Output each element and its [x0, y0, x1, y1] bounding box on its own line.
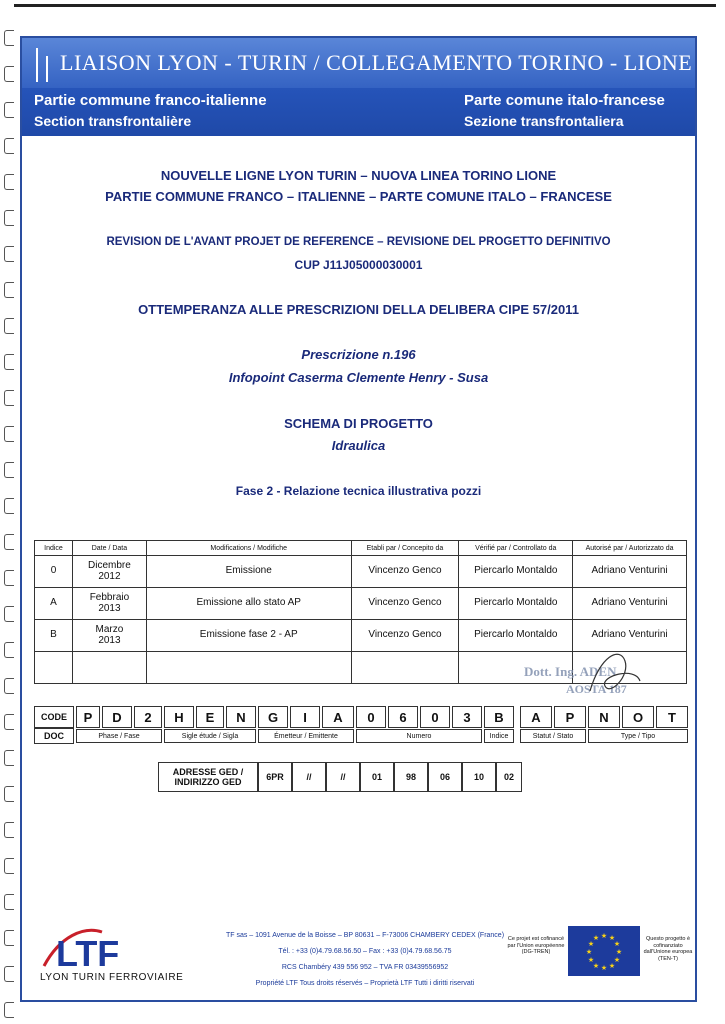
header-cell: Modifications / Modifiche	[146, 541, 351, 556]
verifie-cell: Piercarlo Montaldo	[459, 588, 573, 620]
signature-image	[580, 646, 650, 706]
etabli-cell: Vincenzo Genco	[351, 588, 459, 620]
fase-title: Fase 2 - Relazione tecnica illustrativa pozzi	[235, 484, 482, 498]
code-label: CODE	[34, 706, 74, 728]
svg-text:★: ★	[587, 956, 595, 964]
indice-cell: B	[35, 620, 73, 652]
title-line1: NOUVELLE LIGNE LYON TURIN – NUOVA LINEA TORINO LIONE	[160, 168, 557, 183]
code-char: 0	[356, 706, 386, 728]
code-char: N	[226, 706, 256, 728]
status-char: T	[656, 706, 688, 728]
engineer-stamp-line1: Dott. Ing. ADEN	[524, 664, 617, 679]
indice-label: Indice	[484, 729, 514, 743]
modification-cell: Emissione fase 2 - AP	[146, 620, 351, 652]
ged-value: //	[326, 762, 360, 792]
svg-text:★: ★	[592, 934, 600, 942]
ged-value: 10	[462, 762, 496, 792]
ged-label: ADRESSE GED / INDIRIZZO GED	[158, 762, 258, 792]
svg-text:★: ★	[615, 948, 623, 956]
header-cell: Vérifié par / Controllato da	[459, 541, 573, 556]
eu-stars-icon	[568, 926, 640, 976]
doc-label: DOC	[34, 728, 74, 744]
autorise-cell: Adriano Venturini	[573, 620, 687, 652]
ged-value: 01	[360, 762, 394, 792]
prescrizione: Prescrizione n.196	[301, 347, 416, 362]
header-left-line1: Partie commune franco-italienne	[34, 92, 267, 109]
footer-address: TF sas – 1091 Avenue de la Boisse – BP 80631 – F-73006 CHAMBERY CEDEX (France)	[225, 932, 505, 939]
header-cell: Indice	[35, 541, 73, 556]
code-char: H	[164, 706, 194, 728]
top-rule	[14, 4, 716, 7]
ged-value: 02	[496, 762, 522, 792]
phase-label: Phase / Fase	[76, 729, 162, 743]
code-char: 2	[134, 706, 162, 728]
statut-label: Statut / Stato	[520, 729, 586, 743]
ltf-caption: LYON TURIN FERROVIAIRE	[40, 972, 184, 983]
title-line2: PARTIE COMMUNE FRANCO – ITALIENNE – PARTE COMUNE ITALO – FRANCESE	[105, 189, 612, 204]
idraulica: Idraulica	[331, 438, 386, 453]
eu-text-right: Questo progetto è cofinanziato dall'Unione europea (TEN-T)	[643, 936, 693, 962]
revision-header-row	[35, 541, 687, 556]
modification-cell: Emissione	[146, 556, 351, 588]
code-char: I	[290, 706, 320, 728]
etabli-cell: Vincenzo Genco	[351, 556, 459, 588]
ged-value: 06	[428, 762, 462, 792]
code-char: E	[196, 706, 224, 728]
status-char: N	[588, 706, 620, 728]
indice-cell: 0	[35, 556, 73, 588]
footer-phone: Tél. : +33 (0)4.79.68.56.50 – Fax : +33 (0)4.79.68.56.75	[278, 948, 452, 955]
ltf-logo	[38, 922, 138, 972]
header-cell: Autorisé par / Autorizzato da	[573, 541, 687, 556]
infopoint: Infopoint Caserma Clemente Henry - Susa	[228, 370, 489, 385]
code-char: 0	[420, 706, 450, 728]
ged-value: //	[292, 762, 326, 792]
code-char: G	[258, 706, 288, 728]
svg-text:★: ★	[600, 932, 608, 940]
type-label: Type / Tipo	[588, 729, 688, 743]
header-divider	[46, 56, 48, 82]
autorise-cell: Adriano Venturini	[573, 588, 687, 620]
svg-text:★: ★	[585, 948, 593, 956]
table-row	[35, 556, 687, 588]
svg-text:★: ★	[592, 962, 600, 970]
header-left-line2: Section transfrontalière	[34, 113, 192, 129]
ltf-logo-text: LTF	[56, 933, 120, 972]
sigle-label: Sigle étude / Sigla	[164, 729, 256, 743]
header-cell: Date / Data	[72, 541, 146, 556]
code-char: 3	[452, 706, 482, 728]
date-cell: Febbraio 2013	[72, 588, 146, 620]
etabli-cell: Vincenzo Genco	[351, 620, 459, 652]
autorise-cell: Adriano Venturini	[573, 556, 687, 588]
eu-flag	[568, 926, 640, 976]
binding-rings	[4, 30, 16, 1020]
date-cell: Marzo 2013	[72, 620, 146, 652]
svg-text:★: ★	[613, 956, 621, 964]
indice-cell: A	[35, 588, 73, 620]
header-title: LIAISON LYON - TURIN / COLLEGAMENTO TORINO - LIONE	[60, 50, 693, 75]
eu-text-left: Ce projet est cofinancé par l'Union européenne (DG-TREN)	[507, 936, 565, 956]
numero-label: Numero	[356, 729, 482, 743]
ottemperanza-title: OTTEMPERANZA ALLE PRESCRIZIONI DELLA DELIBERA CIPE 57/2011	[138, 302, 579, 317]
verifie-cell: Piercarlo Montaldo	[459, 620, 573, 652]
code-char: 6	[388, 706, 418, 728]
verifie-cell: Piercarlo Montaldo	[459, 556, 573, 588]
modification-cell: Emissione allo stato AP	[146, 588, 351, 620]
code-char: B	[484, 706, 514, 728]
header-right-line1: Parte comune italo-francese	[464, 92, 665, 109]
footer-property: Propriété LTF Tous droits réservés – Proprietà LTF Tutti i diritti riservati	[255, 980, 475, 987]
schema-title: SCHEMA DI PROGETTO	[284, 416, 433, 431]
table-row	[35, 588, 687, 620]
code-char: P	[76, 706, 100, 728]
date-cell: Dicembre 2012	[72, 556, 146, 588]
code-char: D	[102, 706, 132, 728]
header-divider	[36, 48, 38, 82]
status-char: P	[554, 706, 586, 728]
status-char: A	[520, 706, 552, 728]
cup-code: CUP J11J05000030001	[294, 258, 423, 272]
title-line3: REVISION DE L'AVANT PROJET DE REFERENCE – REVISIONE DEL PROGETTO DEFINITIVO	[106, 236, 611, 248]
engineer-stamp-line2: AOSTA 187	[566, 682, 627, 696]
svg-text:★: ★	[608, 962, 616, 970]
svg-text:★: ★	[600, 964, 608, 972]
emetteur-label: Émetteur / Emittente	[258, 729, 354, 743]
svg-text:★: ★	[608, 934, 616, 942]
svg-text:★: ★	[613, 940, 621, 948]
header-cell: Etabli par / Concepito da	[351, 541, 459, 556]
code-char: A	[322, 706, 354, 728]
ged-value: 98	[394, 762, 428, 792]
status-char: O	[622, 706, 654, 728]
footer-rcs: RCS Chambéry 439 556 952 – TVA FR 03439556952	[281, 964, 449, 971]
header-right-line2: Sezione transfrontaliera	[464, 113, 624, 129]
ged-value: 6PR	[258, 762, 292, 792]
svg-text:★: ★	[587, 940, 595, 948]
